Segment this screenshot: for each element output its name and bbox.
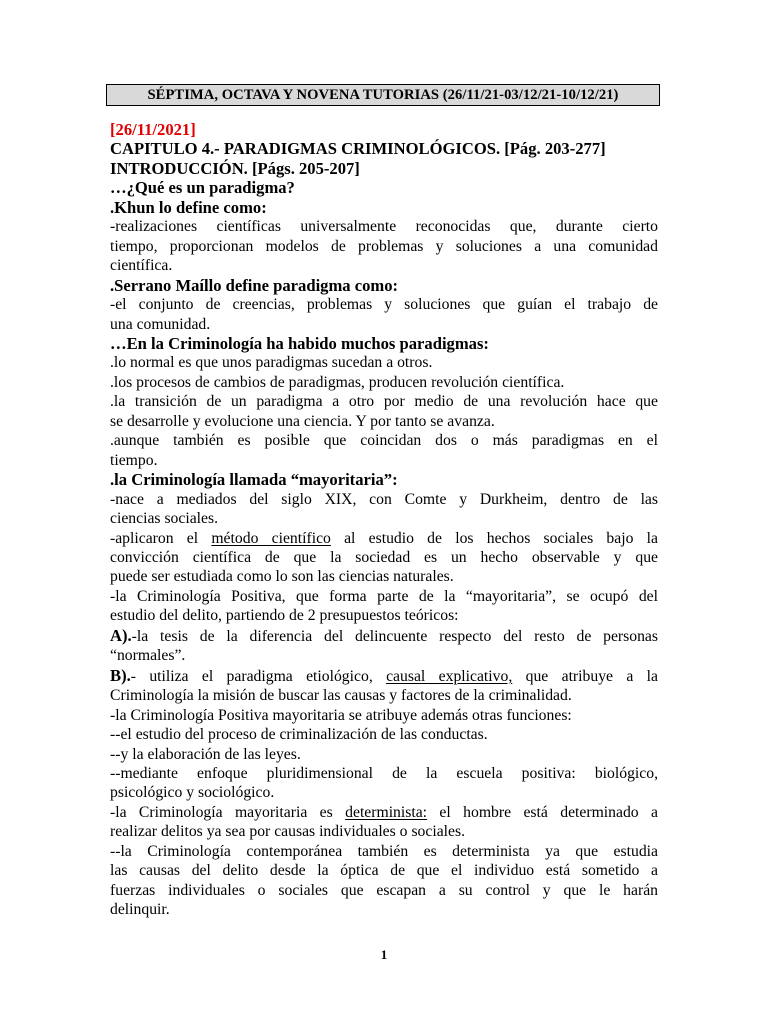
paragraph-line: estudio del delito, partiendo de 2 presupuestos teóricos:: [110, 607, 459, 625]
paragraph-line: .la transición de un paradigma a otro por medio de una revolución hace que: [110, 393, 658, 411]
document-body: [110, 120, 658, 920]
paragraph-line: convicción científica de que la sociedad es un hecho observable y que: [110, 548, 658, 566]
khun-heading: .Khun lo define como:: [110, 197, 267, 217]
text-run: - utiliza el paradigma etiológico,: [130, 667, 387, 685]
paragraph-line: se desarrolle y evolucione una ciencia. Y por tanto se avanza.: [110, 412, 495, 430]
paragraph-line: -la Criminología Positiva mayoritaria se atribuye además otras funciones:: [110, 706, 572, 724]
paragraph-line: -nace a mediados del siglo XIX, con Comte y Durkheim, dentro de las: [110, 490, 658, 508]
paragraph-line: --la Criminología contemporánea también es determinista ya que estudia: [110, 842, 658, 860]
paragraph-line: --y la elaboración de las leyes.: [110, 745, 301, 763]
mayoritaria-heading: .la Criminología llamada “mayoritaria”:: [110, 470, 398, 490]
paragraph-line: [110, 666, 658, 686]
paragraph-line: -la Criminología Positiva, que forma parte de la “mayoritaria”, se ocupó del: [110, 587, 658, 605]
paragraph-line: psicológico y sociológico.: [110, 784, 275, 802]
paragraph-line: [110, 529, 658, 548]
paragraph-line: [110, 803, 658, 822]
text-run: -aplicaron el: [110, 529, 212, 547]
text-run: -la tesis de la diferencia del delincuente respecto del resto de personas: [131, 627, 658, 645]
underlined-term: determinista:: [345, 803, 428, 821]
chapter-title: CAPITULO 4.- PARADIGMAS CRIMINOLÓGICOS. [Pág. 203-277]: [110, 139, 606, 159]
paragraph-line: delinquir.: [110, 901, 170, 919]
paragraph-line: científica.: [110, 257, 173, 275]
paragraph-line: realizar delitos ya sea por causas individuales o sociales.: [110, 823, 466, 841]
underlined-term: método científico: [211, 529, 331, 547]
paragraph-line: puede ser estudiada como lo son las ciencias naturales.: [110, 568, 454, 586]
paragraph-line: tiempo.: [110, 451, 158, 469]
text-run: al estudio de los hechos sociales bajo la: [330, 529, 658, 547]
criminology-heading: …En la Criminología ha habido muchos paradigmas:: [110, 333, 489, 353]
underlined-term: causal explicativo,: [386, 667, 513, 685]
paragraph-line: .lo normal es que unos paradigmas sucedan a otros.: [110, 354, 433, 372]
date-heading: [26/11/2021]: [110, 120, 196, 139]
intro-title: INTRODUCCIÓN. [Págs. 205-207]: [110, 158, 360, 178]
header-title: SÉPTIMA, OCTAVA Y NOVENA TUTORIAS (26/11/21-03/12/21-10/12/21): [147, 87, 619, 103]
header-box: [106, 84, 660, 106]
paragraph-line: las causas del delito desde la óptica de que el individuo está sometido a: [110, 862, 658, 880]
question-heading: …¿Qué es un paradigma?: [110, 178, 295, 198]
paragraph-line: Criminología la misión de buscar las causas y factores de la criminalidad.: [110, 687, 572, 705]
paragraph-line: -realizaciones científicas universalmente reconocidas que, durante cierto: [110, 218, 658, 236]
list-label-b: B).: [110, 665, 131, 685]
text-run: -la Criminología mayoritaria es: [110, 803, 346, 821]
paragraph-line: “normales”.: [110, 647, 186, 665]
text-run: que atribuye a la: [512, 667, 658, 685]
paragraph-line: -el conjunto de creencias, problemas y soluciones que guían el trabajo de: [110, 296, 658, 314]
paragraph-line: una comunidad.: [110, 315, 211, 333]
paragraph-line: --el estudio del proceso de criminalización de las conductas.: [110, 726, 488, 744]
paragraph-line: .aunque también es posible que coincidan dos o más paradigmas en el: [110, 432, 658, 450]
page-number: 1: [380, 947, 388, 962]
serrano-heading: .Serrano Maíllo define paradigma como:: [110, 275, 399, 295]
text-run: el hombre está determinado a: [427, 803, 658, 821]
paragraph-line: [110, 626, 658, 646]
list-label-a: A).: [110, 625, 132, 645]
paragraph-line: fuerzas individuales o sociales que escapan a su control y que le harán: [110, 881, 658, 899]
paragraph-line: .los procesos de cambios de paradigmas, producen revolución científica.: [110, 373, 565, 391]
paragraph-line: ciencias sociales.: [110, 510, 219, 528]
paragraph-line: tiempo, proporcionan modelos de problemas y soluciones a una comunidad: [110, 237, 658, 255]
paragraph-line: --mediante enfoque pluridimensional de la escuela positiva: biológico,: [110, 764, 658, 782]
